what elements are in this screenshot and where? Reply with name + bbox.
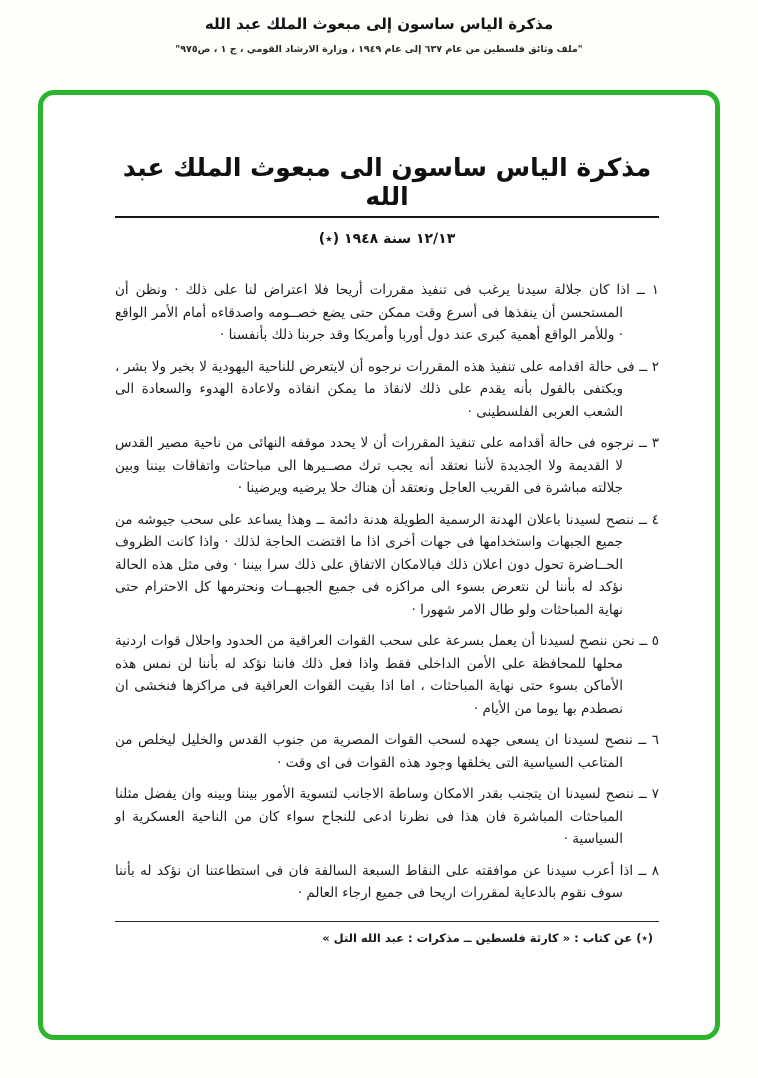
paragraph-list [115,279,659,905]
paragraph [115,729,659,774]
document-title-text: مذكرة الياس ساسون الى مبعوث الملك عبد الله [115,153,659,218]
paragraph-text: ننصح لسيدنا ان يتجنب بقدر الامكان وساطة الاجانب لتسوية الأمور بيننا وبينه وان يفضل مثلنا المباحثات المباشرة فان هذا فى نظرنا ادعى للنجاح سواء كان من الناحية العسكرية او السياسية · [115,786,634,847]
paragraph-number: ٤ ــ [638,511,659,528]
paragraph-text: ننصح لسيدنا ان يسعى جهده لسحب القوات المصرية من جنوب القدس والخليل ليخلص من المتاعب السياسية التى يخلقها وجود هذه القوات فى اى وقت · [115,732,633,771]
document-body [43,95,715,945]
paragraph-number: ٧ ــ [638,786,659,802]
document-date: ١٢/١٣ سنة ١٩٤٨ (٭) [318,231,456,247]
page-header [0,0,758,55]
paragraph [115,783,659,851]
paragraph-number: ٣ ــ [638,435,660,451]
paragraph-number: ٦ ــ [638,732,659,748]
paragraph-text: نحن ننصح لسيدنا أن يعمل بسرعة على سحب القوات العراقية من الحدود واحلال قوات اردنية محلها للمحافظة على الأمن الداخلى فقط واذا فعل ذلك فاننا نؤكد له بأننا لن نمس هذه الأماكن بسوء حتى نهاية المباحثات ، اما اذا بقيت القوات العراقية فى مراكزها فنخشى ان نصطدم بها يوما من الأيام · [115,633,635,717]
header-title: مذكرة الياس ساسون إلى مبعوث الملك عبد الله [204,15,554,33]
paragraph-text: اذا أعرب سيدنا عن موافقته على النقاط السبعة السالفة فان فى استطاعتنا ان نؤكد له بأننا سوف نقوم بالدعاية لمقررات اريحا فى جميع ارجاء العالم · [115,862,634,901]
paragraph-text: فى حالة اقدامه على تنفيذ هذه المقررات نرجوه أن لايتعرض للناحية اليهودية لا بخير ولا بشر ، ويكتفى بالقول بأنه يقدم على ذلك لانقاذ ما يمكن انقاذه ولاعادة الهدوء والسعادة الى الشعب العربى الفلسطينى · [115,358,635,420]
paragraph-text: اذا كان جلالة سيدنا يرغب فى تنفيذ مقررات أريحا فلا اعتراض لنا على ذلك · ونظن أن المستحسن أن ينفذها فى أسرع وقت ممكن حتى يضع خصــومه واصدقاءه أمام الأمر الواقع · وللأمر الواقع أهمية كبرى عند دول أوربا وأمريكا وقد جربنا ذلك بأنفسنا · [115,282,630,343]
paragraph [115,630,659,720]
paragraph-number: ٨ ــ [638,862,660,879]
header-source-line: "ملف وثائق فلسطين من عام ٦٣٧ إلى عام ١٩٤٩ ، وزارة الارشاد القومي ، ج ١ ، ص٩٧٥" [175,44,583,55]
paragraph-text: نرجوه فى حالة أقدامه على تنفيذ المقررات أن لا يحدد موقفه النهائى من ناحية مصير القدس لا القديمة ولا الجديدة لأننا نعتقد أنه يجب ترك مصــيرها الى مباحثات واتفاقات بيننا وبين جلالته مباشرة فى القريب العاجل ونعتقد أن هناك حلا يرضيه ويرضينا · [115,435,635,496]
paragraph-number: ٥ ــ [639,633,659,649]
paragraph-number: ٢ ــ [639,358,659,375]
document-title [115,153,659,218]
paragraph-text: ننصح لسيدنا باعلان الهدنة الرسمية الطويلة هدنة دائمة ــ وهذا يساعد على سحب جيوشه من جميع الجبهات واستخدامها فى جهات أخرى اذا ما اقتضت الحاجة لذلك · واذا كانت الظروف الحــاضرة تحول دون اعلان ذلك فبالامكان الاتفاق على ذلك سرا بيننا · وفى مثل هذه الحالة نؤكد له بأننا لن نتعرض بسوء الى مراكزه فى جميع الجبهــات ونحترمها كل الاحترام حتى نهاية المباحثات ولو طال الامر شهورا · [115,511,634,618]
green-border-frame [38,90,720,1040]
footnote: (٭) عن كتاب : « كارثة فلسطين ــ مذكرات : عبد الله التل » [322,930,653,945]
paragraph [115,509,659,622]
paragraph [115,432,659,500]
paragraph-number: ١ ــ [636,282,660,298]
paragraph [115,860,659,905]
paragraph [115,279,659,347]
paragraph [115,356,659,424]
